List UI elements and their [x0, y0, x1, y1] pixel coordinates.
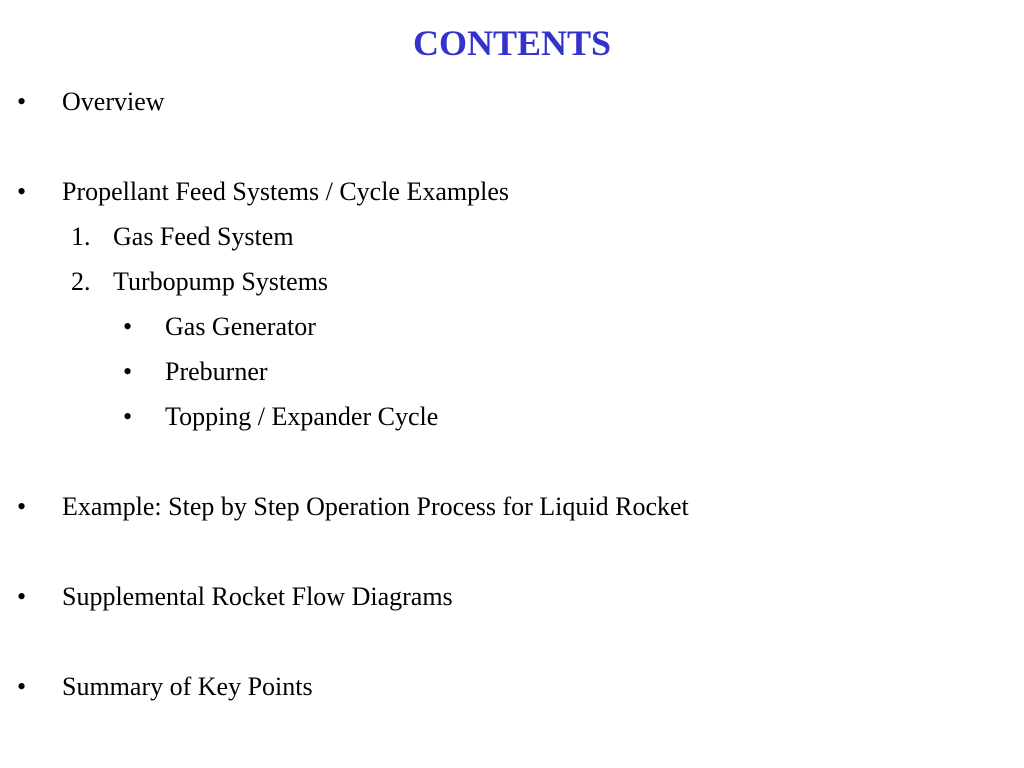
bullet-icon: • [17, 177, 27, 206]
bullet-icon: • [123, 357, 133, 386]
bullet-icon: • [123, 402, 133, 431]
contents-item-label: Propellant Feed Systems / Cycle Examples [62, 177, 509, 206]
bullet-icon: • [17, 492, 27, 521]
contents-item-label: Turbopump Systems [113, 267, 329, 296]
list-number: 1. [71, 222, 91, 251]
contents-item-label: Preburner [165, 357, 268, 386]
contents-item-label: Supplemental Rocket Flow Diagrams [62, 582, 453, 611]
bullet-icon: • [17, 672, 27, 701]
bullet-icon: • [17, 582, 27, 611]
bullet-icon: • [123, 312, 133, 341]
contents-item-label: Topping / Expander Cycle [165, 402, 439, 431]
contents-item-label: Gas Feed System [113, 222, 294, 251]
contents-item-label: Summary of Key Points [62, 672, 313, 701]
contents-item-label: Example: Step by Step Operation Process for Liquid Rocket [62, 492, 689, 521]
contents-item-label: Overview [62, 87, 165, 116]
slide-title: CONTENTS [412, 23, 612, 63]
list-number: 2. [71, 267, 91, 296]
bullet-icon: • [17, 87, 27, 116]
contents-item-label: Gas Generator [165, 312, 316, 341]
